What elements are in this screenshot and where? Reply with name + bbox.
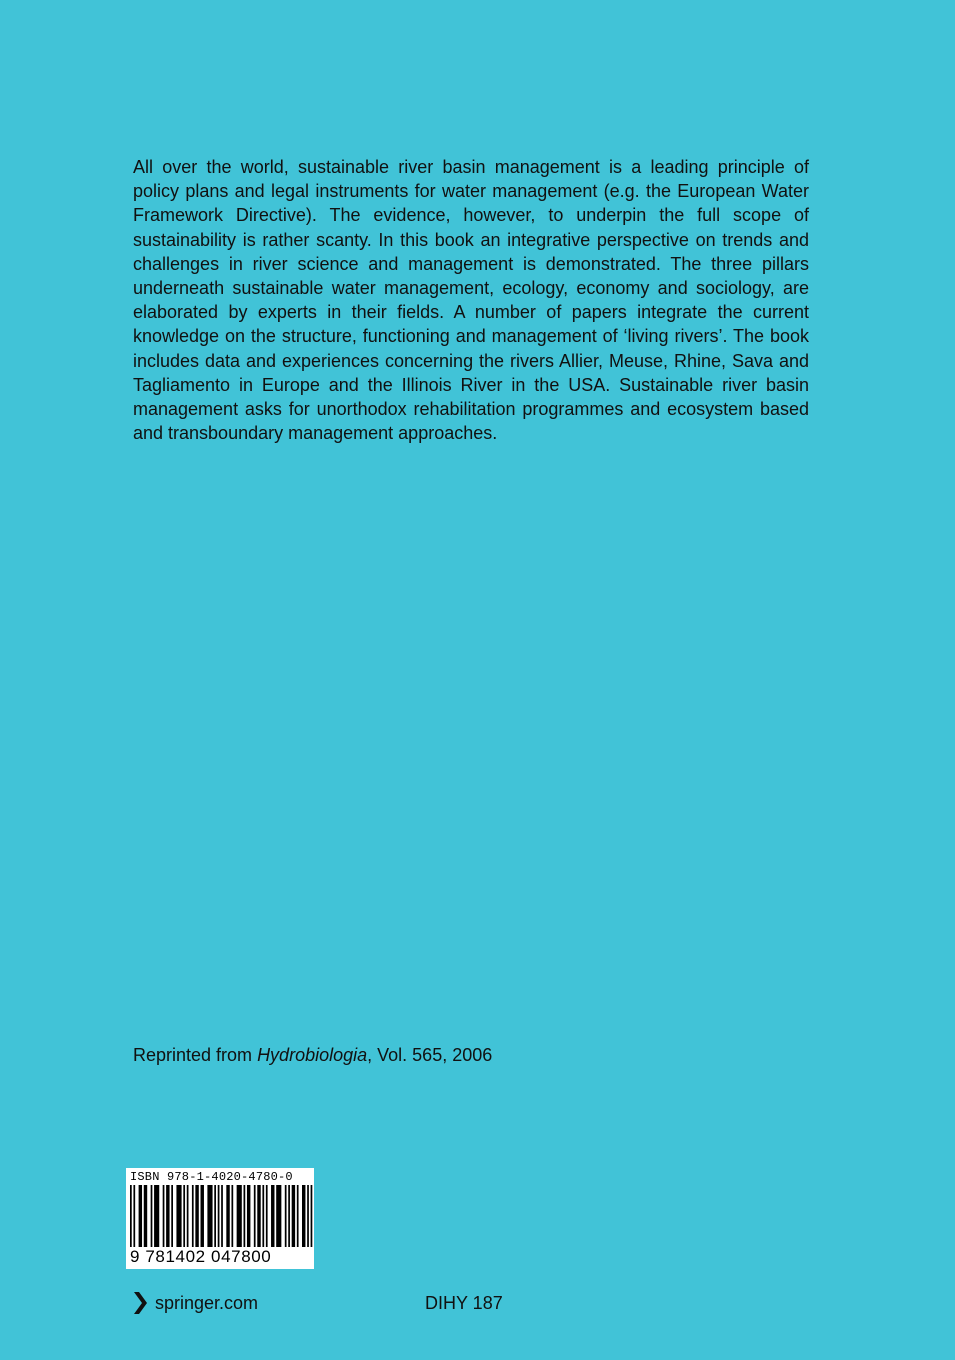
barcode-bar bbox=[163, 1185, 165, 1247]
barcode-bar bbox=[285, 1185, 287, 1247]
barcode-bar bbox=[218, 1185, 220, 1247]
barcode-bar bbox=[226, 1185, 229, 1247]
barcode-bar bbox=[247, 1185, 250, 1247]
barcode-bar bbox=[144, 1185, 147, 1247]
barcode-bar bbox=[192, 1185, 194, 1247]
back-cover-blurb: All over the world, sustainable river basin management is a leading principle of policy plans and legal instruments for water management (e.g. the European Water Framework Directive). The evidence, however, to underpin the full scope of sustainability is rather scanty. In this book an integrative perspective on trends and challenges in river science and management is demonstrated. The three pillars underneath sustainable water management, ecology, economy and sociology, are elaborated by experts in their fields. A number of papers integrate the current knowledge on the structure, functioning and management of ‘living rivers’. The book includes data and experiences concerning the rivers Allier, Meuse, Rhine, Sava and Tagliamento in Europe and the Illinois River in the USA. Sustainable river basin management asks for unorthodox rehabilitation programmes and ecosystem based and transboundary management approaches. bbox=[133, 157, 809, 444]
barcode-bar bbox=[288, 1185, 290, 1247]
barcode-bar bbox=[244, 1185, 246, 1247]
barcode-bar bbox=[166, 1185, 169, 1247]
barcode-bar bbox=[201, 1185, 204, 1247]
barcode-bar bbox=[133, 1185, 135, 1247]
barcode-bar bbox=[257, 1185, 260, 1247]
barcode-bar bbox=[262, 1185, 264, 1247]
barcode-bar bbox=[271, 1185, 274, 1247]
barcode-bar bbox=[311, 1185, 313, 1247]
catalog-code: DIHY 187 bbox=[425, 1293, 503, 1313]
barcode-bar bbox=[154, 1185, 159, 1247]
barcode-bar bbox=[254, 1185, 256, 1247]
barcode-bar bbox=[214, 1185, 216, 1247]
barcode-bar bbox=[187, 1185, 189, 1247]
barcode-bar bbox=[297, 1185, 299, 1247]
reprint-note bbox=[133, 1043, 492, 1067]
barcode-bar bbox=[151, 1185, 153, 1247]
chevron-right-icon bbox=[133, 1292, 147, 1314]
barcode-bar bbox=[307, 1185, 309, 1247]
reprint-suffix: , Vol. 565, 2006 bbox=[367, 1045, 493, 1065]
publisher-link[interactable] bbox=[133, 1291, 258, 1315]
barcode-bar bbox=[183, 1185, 185, 1247]
barcode-bar bbox=[266, 1185, 268, 1247]
barcode-bar bbox=[221, 1185, 223, 1247]
barcode-bar bbox=[171, 1185, 173, 1247]
barcode-bar bbox=[176, 1185, 181, 1247]
barcode-digits: 9 781402 047800 bbox=[130, 1247, 272, 1266]
barcode-bar bbox=[139, 1185, 142, 1247]
reprint-prefix: Reprinted from bbox=[133, 1045, 258, 1065]
isbn-label: ISBN 978-1-4020-4780-0 bbox=[130, 1170, 293, 1184]
barcode-bar bbox=[195, 1185, 198, 1247]
isbn-barcode bbox=[126, 1168, 314, 1269]
barcode-bar bbox=[276, 1185, 281, 1247]
barcode-bar bbox=[231, 1185, 233, 1247]
publisher-website: springer.com bbox=[155, 1293, 259, 1313]
barcode-bars bbox=[126, 1185, 314, 1251]
barcode-bar bbox=[292, 1185, 295, 1247]
barcode-bar bbox=[130, 1185, 132, 1247]
barcode-bar bbox=[302, 1185, 305, 1247]
barcode-bar bbox=[207, 1185, 212, 1247]
journal-name: Hydrobiologia bbox=[257, 1045, 368, 1065]
barcode-bar bbox=[237, 1185, 242, 1247]
